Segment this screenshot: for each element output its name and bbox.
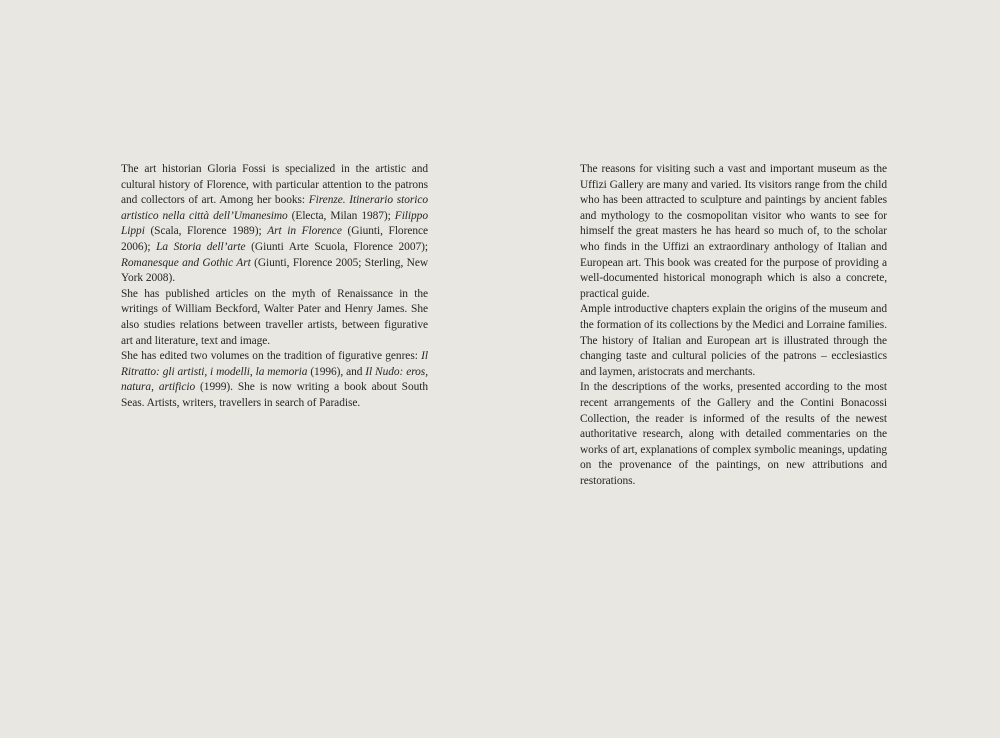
bio-paragraph-articles: She has published articles on the myth of Renaissance in the writings of William Beckford, Walter Pater and Henry James. She also studies relations between traveller artists, between figurative art and literature, text and image.	[121, 287, 428, 347]
volume-title: Il Nudo: eros, natura, artificio	[121, 365, 428, 394]
description-paragraph-reasons: The reasons for visiting such a vast and important museum as the Uffizi Gallery are many and varied. Its visitors range from the child who has been attracted to sculpture and paintings by ancient fables and mythology to the cosmopolitan visitor who wants to see for himself the great masters he has heard so much of, to the scholar who finds in the Uffizi an extraordinary anthology of Italian and European art. This book was created for the purpose of providing a well-documented historical monograph which is also a concrete, practical guide.	[580, 163, 887, 300]
author-bio-column	[121, 162, 428, 412]
book-title: La Storia dell’arte	[156, 240, 246, 253]
volume-title: Il Ritratto: gli artisti, i modelli, la memoria	[121, 350, 428, 378]
bio-paragraph-books: The art historian Gloria Fossi is specialized in the artistic and cultural history of Florence, with particular attention to the patrons and collectors of art. Among her books: Firenze. Itinerario storico artistico nella città dell’Umanesimo (Electa, Milan 1987); Filippo Lippi (Scala, Florence 1989); Art in Florence (Giunti, Florence 2006); La Storia dell’arte (Giunti Arte Scuola, Florence 2007); Romanesque and Gothic Art (Giunti, Florence 2005; Sterling, New York 2008).	[121, 163, 428, 285]
description-paragraph-works: In the descriptions of the works, presented according to the most recent arrangements of the Gallery and the Contini Bonacossi Collection, the reader is informed of the results of the newest authoritative research, along with detailed commentaries on the works of art, explanations of complex symbolic meanings, updating on the provenance of the paintings, on new attributions and restorations.	[580, 381, 887, 487]
book-title: Romanesque and Gothic Art	[121, 256, 251, 269]
book-title: Firenze. Itinerario storico artistico nella città dell’Umanesimo	[121, 194, 428, 222]
bio-paragraph-volumes: She has edited two volumes on the tradition of figurative genres: Il Ritratto: gli artisti, i modelli, la memoria (1996), and Il Nudo: eros, natura, artificio (1999). She is now writing a book about South Seas. Artists, writers, travellers in search of Paradise.	[121, 350, 428, 409]
book-title: Art in Florence	[267, 225, 342, 238]
book-description-column	[580, 162, 887, 489]
book-title: Filippo Lippi	[121, 209, 428, 238]
description-paragraph-chapters: Ample introductive chapters explain the origins of the museum and the formation of its collections by the Medici and Lorraine families. The history of Italian and European art is illustrated through the changing taste and cultural policies of the patrons – ecclesiastics and laymen, aristocrats and merchants.	[580, 303, 887, 378]
